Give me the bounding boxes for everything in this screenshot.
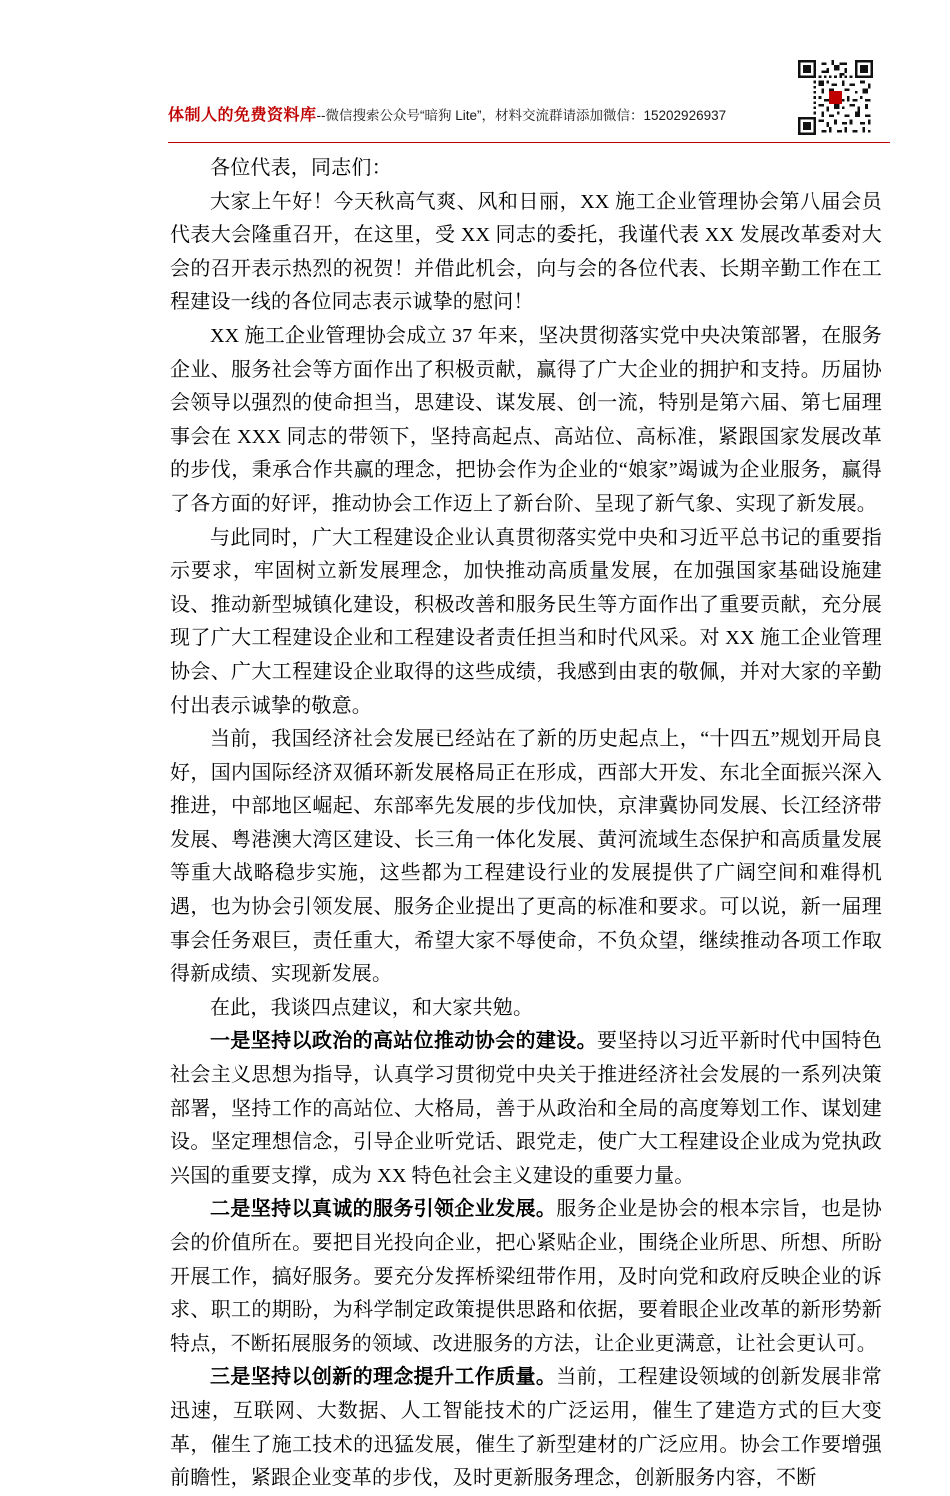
brand-label: 体制人的免费资料库 [168,107,317,124]
paragraph [170,522,882,724]
paragraph-text: 在此，我谈四点建议，和大家共勉。 [210,996,534,1019]
paragraph [170,1361,882,1495]
paragraph [170,992,882,1026]
promo-text-line [168,106,888,126]
paragraph-text: XX 施工企业管理协会成立 37 年来，坚决贯彻落实党中央决策部署，在服务企业、服务社会等方面作出了积极贡献，赢得了广大企业的拥护和支持。历届协会领导以强烈的使命担当，思建设、谋发展、创一流，特别是第六届、第七届理事会在 XXX 同志的带领下，坚持高起点、高站位、高标准，紧跟国家发展改革的步伐，秉承合作共赢的理念，把协会作为企业的“娘家”竭诚为企业服务，赢得了各方面的好评，推动协会工作迈上了新台阶、呈现了新气象、实现了新发展。 [170,324,882,515]
header-divider [168,142,890,143]
paragraph-text: 大家上午好！今天秋高气爽、风和日丽，XX 施工企业管理协会第八届会员代表大会隆重召开，在这里，受 XX 同志的委托，我谨代表 XX 发展改革委对大会的召开表示热烈的祝贺！并借此机会，向与会的各位代表、长期辛勤工作在工程建设一线的各位同志表示诚挚的慰问！ [170,190,882,314]
paragraph [170,320,882,522]
paragraph-text: 与此同时，广大工程建设企业认真贯彻落实党中央和习近平总书记的重要指示要求，牢固树立新发展理念，加快推动高质量发展，在加强国家基础设施建设、推动新型城镇化建设，积极改善和服务民生等方面作出了重要贡献，充分展现了广大工程建设企业和工程建设者责任担当和时代风采。对 XX 施工企业管理协会、广大工程建设企业取得的这些成绩，我感到由衷的敬佩，并对大家的辛勤付出表示诚挚的敬意。 [170,526,882,717]
paragraph-lead-bold: 一是坚持以政治的高站位推动协会的建设。 [210,1030,597,1053]
paragraph-text: 要坚持以习近平新时代中国特色社会主义思想为指导，认真学习贯彻党中央关于推进经济社会发展的一系列决策部署，坚持工作的高站位、大格局，善于从政治和全局的高度筹划工作、谋划建设。坚定理想信念，引导企业听党话、跟党走，使广大工程建设企业成为党执政兴国的重要支撑，成为 XX 特色社会主义建设的重要力量。 [170,1030,882,1187]
document-body [170,152,882,1496]
paragraph-lead-bold: 三是坚持以创新的理念提升工作质量。 [210,1366,557,1389]
paragraph-lead-bold: 二是坚持以真诚的服务引领企业发展。 [210,1198,557,1221]
paragraph [170,1193,882,1361]
promo-tagline: --微信搜索公众号“暗狗 Lite”，材料交流群请添加微信：15202926937 [316,108,727,123]
paragraph [170,186,882,320]
paragraph-text: 当前，我国经济社会发展已经站在了新的历史起点上，“十四五”规划开局良好，国内国际经济双循环新发展格局正在形成，西部大开发、东北全面振兴深入推进，中部地区崛起、东部率先发展的步伐加快，京津冀协同发展、长江经济带发展、粤港澳大湾区建设、长三角一体化发展、黄河流域生态保护和高质量发展等重大战略稳步实施，这些都为工程建设行业的发展提供了广阔空间和难得机遇，也为协会引领发展、服务企业提出了更高的标准和要求。可以说，新一届理事会任务艰巨，责任重大，希望大家不辱使命，不负众望，继续推动各项工作取得新成绩、实现新发展。 [170,728,882,986]
paragraph [170,152,882,186]
paragraph-text: 服务企业是协会的根本宗旨，也是协会的价值所在。要把目光投向企业，把心紧贴企业，围绕企业所思、所想、所盼开展工作，搞好服务。要充分发挥桥梁纽带作用，及时向党和政府反映企业的诉求、职工的期盼，为科学制定政策提供思路和依据，要着眼企业改革的新形势新特点，不断拓展服务的领域、改进服务的方法，让企业更满意，让社会更认可。 [170,1198,882,1355]
promo-header [0,60,950,150]
paragraph [170,723,882,992]
paragraph [170,1025,882,1193]
paragraph-text: 当前，工程建设领域的创新发展非常迅速，互联网、大数据、人工智能技术的广泛运用，催生了建造方式的巨大变革，催生了施工技术的迅猛发展，催生了新型建材的广泛应用。协会工作要增强前瞻性，紧跟企业变革的步伐，及时更新服务理念，创新服务内容，不断 [170,1366,882,1490]
paragraph-text: 各位代表，同志们： [210,157,392,179]
